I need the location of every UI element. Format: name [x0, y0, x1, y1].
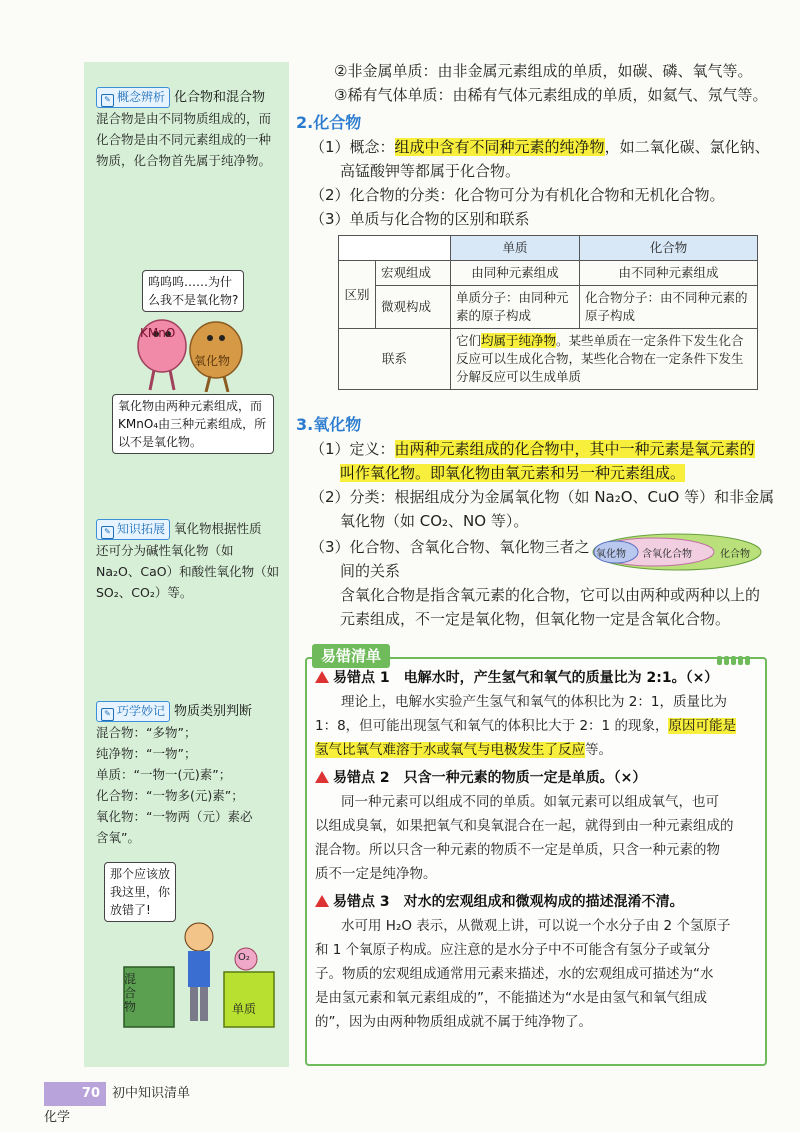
error-point-1: 易错点 1 电解水时，产生氢气和氧气的质量比为 2:1。（×）: [315, 667, 718, 689]
error-point-2: 易错点 2 只含一种元素的物质一定是单质。（×）: [315, 767, 646, 789]
section-title-oxide: 3.氧化物: [296, 415, 362, 434]
errors-content: 易错点 1 电解水时，产生氢气和氧气的质量比为 2:1。（×） 理论上，电解水实验产生氢气和氧气的体积比为 2：1，质量比为 1：8，但可能出现氢气和氧气的体积比大于 2：1 的现象，原因可能是 氢气比氧气难溶于水或氧气与电极发生了反应等。 易错点 2 只含一种元素的物质一定是单质。（×） 同一种元素可以组成不同的单质。如氧元素可以组成氧气，也可 以组成臭氧，如果把氧气和臭氧混合在一起，就得到由一种元素组成的 混合物。所以只含一种元素的物质不一定是单质，只含一种元素的物 质不一定是纯净物。 易错点 3 对水的宏观组成和微观构成的描述混淆不清。 水可用 H₂O 表示，从微观上讲，可以说一个水分子由 2 个氢原子 和 1 个氧原子构成。应注意的是水分子中不可能含有氢分子或氧分 子。物质的宏观组成通常用元素来描述，水的宏观组成可描述为“水 是由氢元素和氧元素组成的”，不能描述为“水是由氢气和氧气组成 的”，因为由两种物质组成就不属于纯净物了。: [305, 657, 763, 1062]
concept-tag: ✎ 概念辨析: [96, 87, 170, 108]
text-line: 间的关系: [340, 562, 401, 580]
venn-label-oxide: 氧化物: [596, 549, 626, 560]
sidebar: [84, 62, 289, 1067]
text-line: 含氧化合物是指含氧元素的化合物，它可以由两种或两种以上的: [340, 586, 761, 604]
text-line: （3）化合物、含氧化合物、氧化物三者之: [310, 538, 590, 556]
concept-title: 化合物和混合物: [174, 90, 266, 105]
concept-line: 化合物是由不同元素组成的一种: [96, 132, 272, 147]
warning-icon: [315, 895, 329, 907]
common-errors-header: 易错清单: [312, 644, 390, 668]
concept-line: 物质，化合物首先属于纯净物。: [96, 153, 272, 168]
row-distinction: 区别: [339, 261, 376, 329]
header-element: 单质: [451, 236, 580, 261]
section-title-compound: 2.化合物: [296, 113, 362, 132]
text-line: ②非金属单质：由非金属元素组成的单质，如碳、磷、氧气等。: [334, 62, 753, 80]
oxide-label: 氧化物: [194, 354, 231, 368]
element-bin-label: 单质: [232, 1002, 257, 1016]
concept-line: 混合物是由不同物质组成的，而: [96, 111, 272, 126]
warning-icon: [315, 771, 329, 783]
text-line: 高锰酸钾等都属于化合物。: [340, 162, 521, 180]
mixture-bin-label: 混合物: [124, 972, 137, 1014]
memory-box: ✎ 巧学妙记 物质类别判断 混合物：“多物”； 纯净物：“一物”； 单质：“一物一(元)素”； 化合物：“一物多(元)素”； 氧化物：“一物两（元）素必 含氧”。: [96, 700, 280, 848]
memory-tag: ✎ 巧学妙记: [96, 701, 170, 722]
page-number: 70: [44, 1082, 106, 1106]
concept-box: [96, 86, 280, 171]
extend-tag: ✎ 知识拓展: [96, 519, 170, 540]
text-line: （2）化合物的分类：化合物可分为有机化合物和无机化合物。: [310, 186, 725, 204]
book-title: 初中知识清单 化学: [44, 1086, 191, 1125]
text-line: （3）单质与化合物的区别和联系: [310, 210, 530, 228]
text-line: 元素组成，不一定是氧化物，但氧化物一定是含氧化合物。: [340, 610, 731, 628]
text-line: （1）概念：组成中含有不同种元素的纯净物，如二氧化碳、氯化钠、: [310, 138, 770, 156]
o2-ball-label: O₂: [238, 952, 250, 963]
comparison-table: 单质 化合物 区别 宏观组成 由同种元素组成 由不同种元素组成 微观构成 单质分子：由同种元素的原子构成 化合物分子：由不同种元素的原子构成 联系 它们均属于纯净物。某些单质在一定条件下发生化合反应可以生成化合物，某些化合物在一定条件下发生分解反应可以生成单质: [338, 235, 758, 390]
extend-box: ✎ 知识拓展 氧化物根据性质 还可分为碱性氧化物（如 Na₂O、CaO）和酸性氧化物（如 SO₂、CO₂）等。: [96, 521, 280, 600]
venn-label-oxygen-compound: 含氧化合物: [642, 549, 692, 560]
tag-icon: ✎: [101, 526, 114, 539]
text-line: ③稀有气体单质：由稀有气体元素组成的单质，如氦气、氖气等。: [334, 86, 768, 104]
tag-icon: ✎: [101, 708, 114, 721]
error-point-3: 易错点 3 对水的宏观组成和微观构成的描述混淆不清。: [315, 891, 684, 913]
page-footer: [44, 1082, 204, 1125]
text-line: （2）分类：根据组成分为金属氧化物（如 Na₂O、CuO 等）和非金属: [310, 488, 775, 506]
cartoon2-speech-bubble: 那个应该放 我这里，你 放错了!: [104, 862, 176, 922]
row-relation: 联系: [339, 329, 451, 390]
highlight: 组成中含有不同种元素的纯净物: [394, 138, 605, 156]
tag-icon: ✎: [101, 94, 114, 107]
cartoon-characters-illustration: [124, 312, 254, 392]
kmno-label: KMnO: [140, 326, 176, 340]
text-line: （1）定义：由两种元素组成的化合物中，其中一种元素是氧元素的: [310, 440, 755, 458]
text-line: 氧化物（如 CO₂、NO 等）。: [340, 512, 529, 530]
venn-label-compound: 化合物: [720, 549, 750, 560]
text-line: 叫作氧化物。即氧化物由氧元素和另一种元素组成。: [340, 464, 686, 482]
cartoon-speech-bubble: 呜呜呜……为什 么我不是氧化物?: [142, 270, 244, 312]
header-compound: 化合物: [580, 236, 758, 261]
warning-icon: [315, 671, 329, 683]
cartoon-caption-box: 氧化物由两种元素组成，而 KMnO₄由三种元素组成，所 以不是氧化物。: [112, 394, 274, 454]
